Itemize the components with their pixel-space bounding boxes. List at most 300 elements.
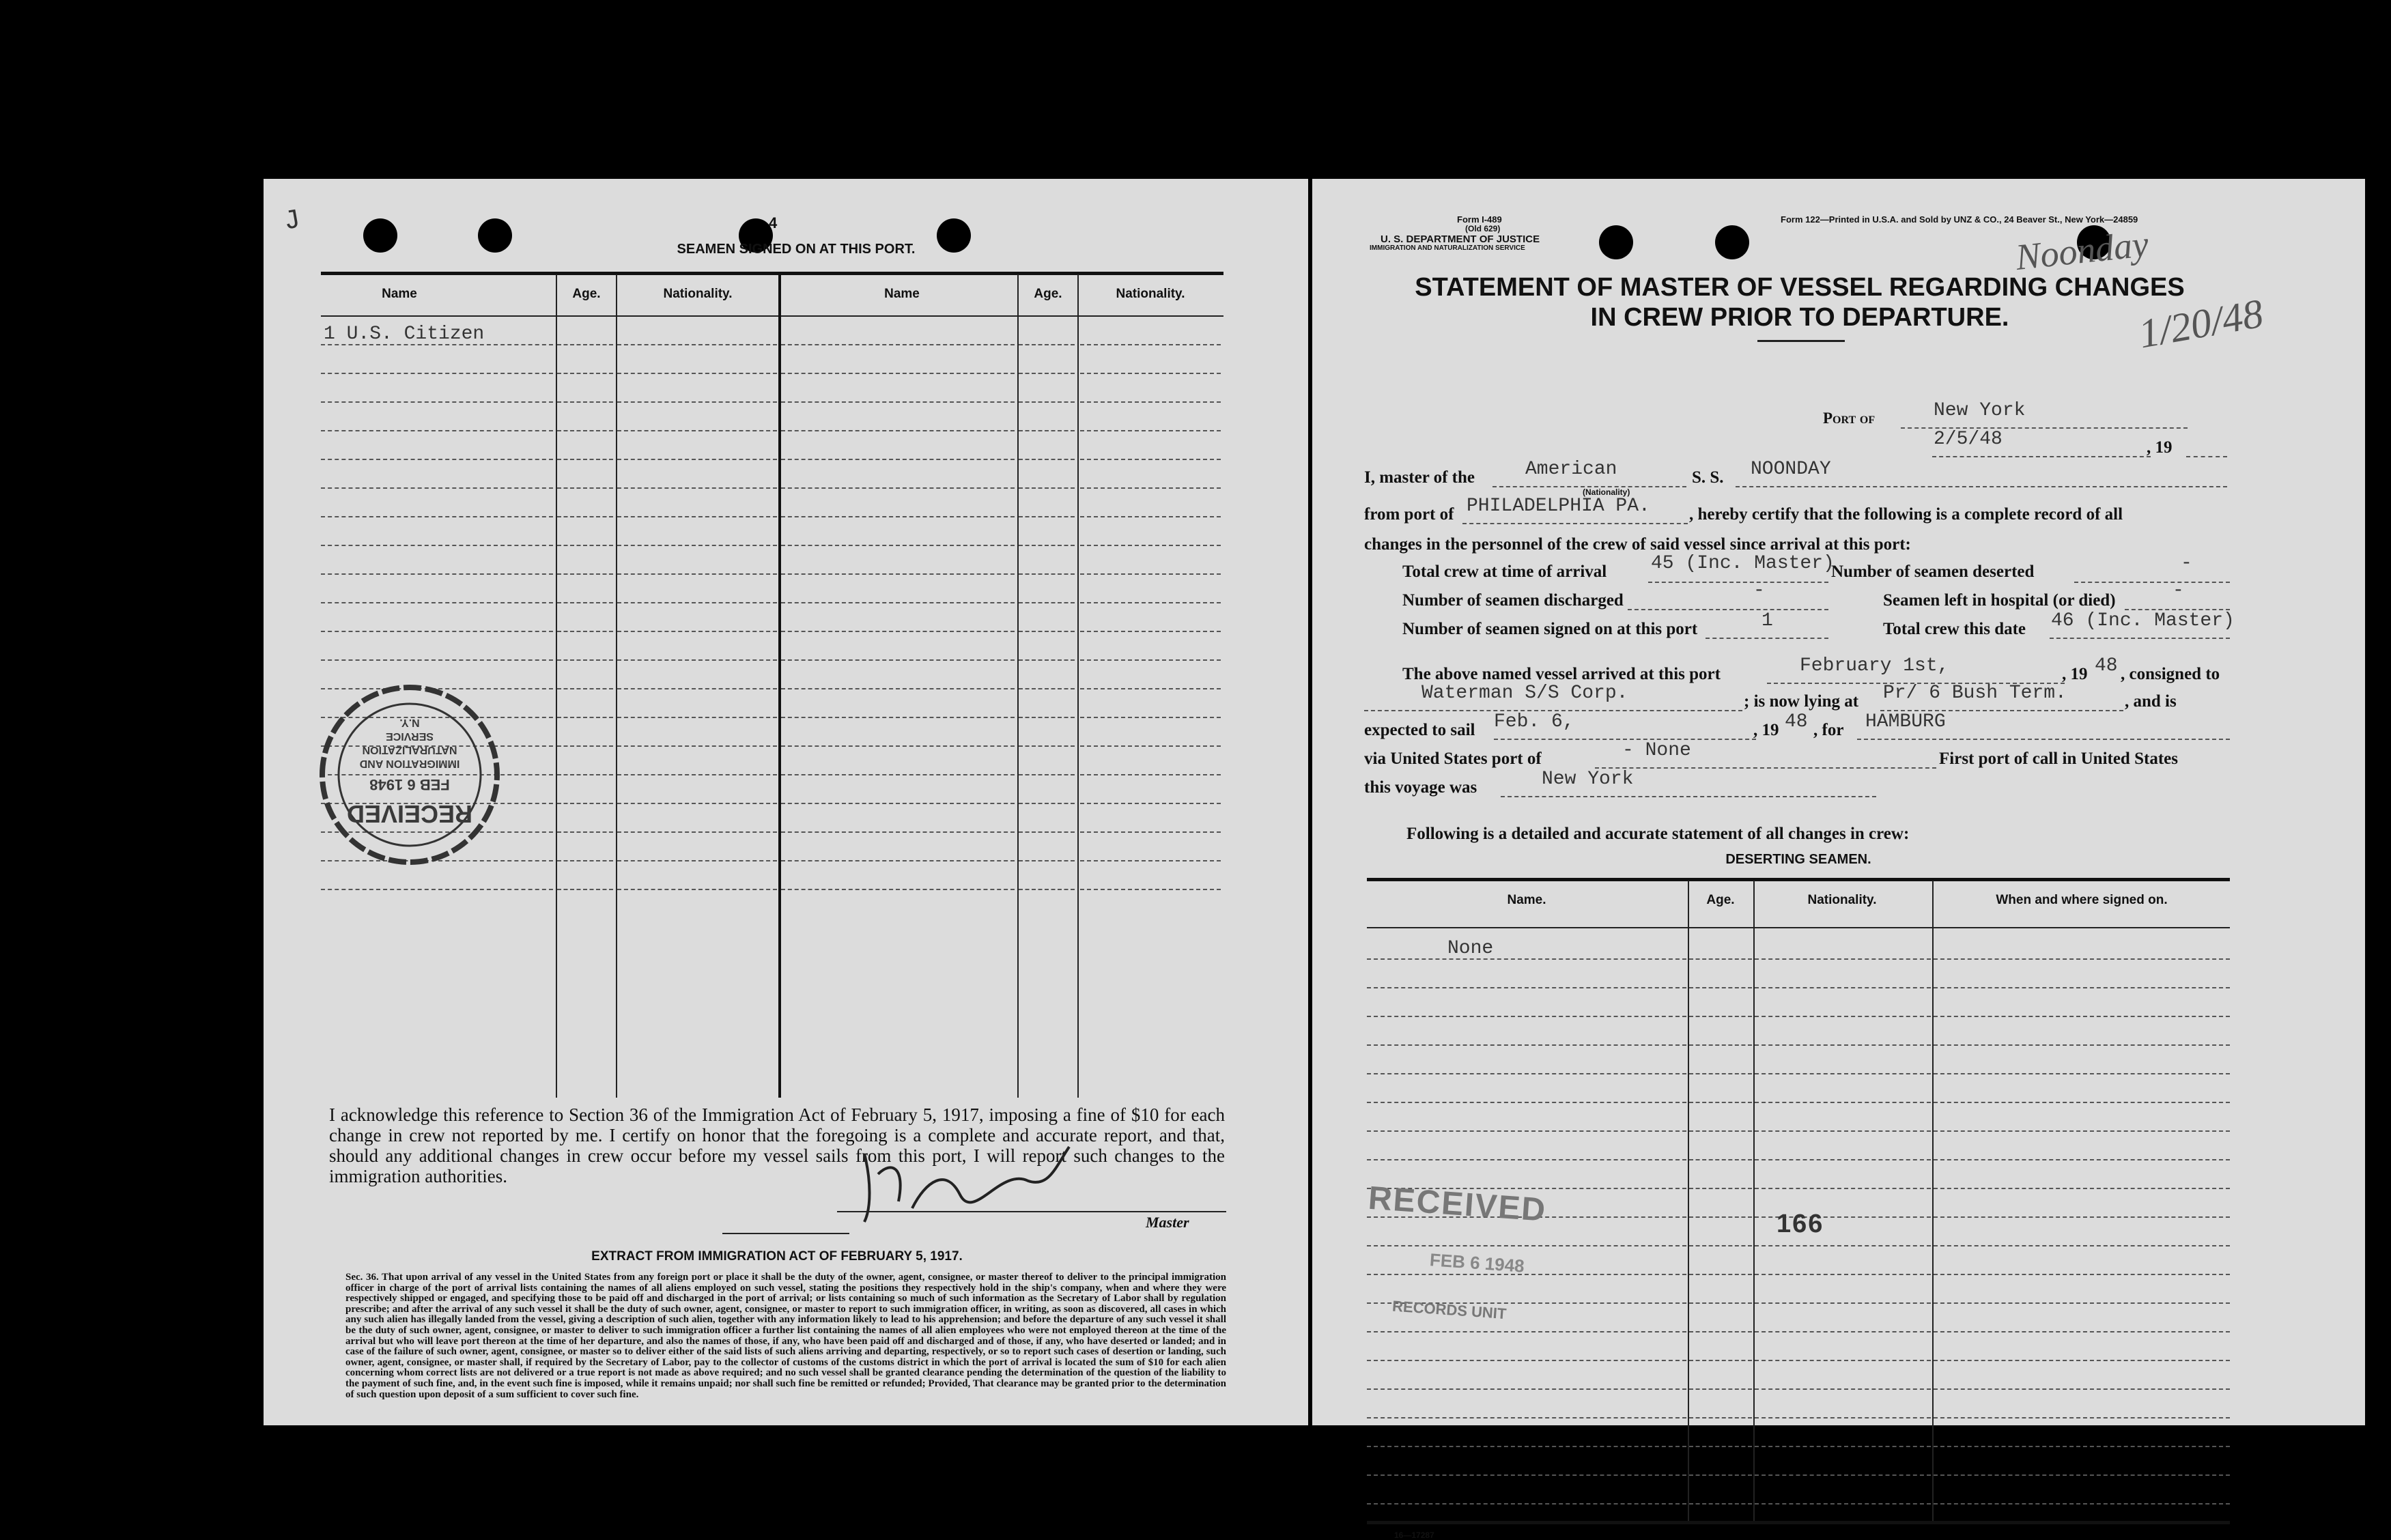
table-rule: [1689, 1216, 1752, 1218]
punch-hole: [1599, 225, 1633, 259]
table-rule: [1755, 1446, 1931, 1447]
stamp-line2: NATURALIZATION: [362, 744, 457, 756]
from-port-line: [1462, 523, 1688, 524]
table-rule: [1689, 1044, 1752, 1046]
table-rule: [1755, 1073, 1931, 1074]
nationality-value: American: [1525, 459, 1617, 480]
date-line: [1932, 456, 2151, 457]
table-rule: [781, 373, 1015, 374]
certification-text: I acknowledge this reference to Section 36 of the Immigration Act of February 5, 1917, imposing a fine of $10 for each change in crew not reported by me. I certify on honor that the foregoing is a complete and accurate report, and that, should any additional changes in crew occur before my vessel sails from this port, I will report such changes to the immigration authorities.: [329, 1104, 1225, 1186]
deserted-label: Number of seamen deserted: [1831, 562, 2035, 581]
table-rule: [1689, 1360, 1752, 1361]
desert-col-signed-on: When and where signed on.: [1996, 893, 2168, 907]
date-value: 2/5/48: [1934, 429, 2003, 450]
table-rule: [1689, 1446, 1752, 1447]
table-rule: [1689, 1188, 1752, 1189]
table-rule: [1934, 1503, 2230, 1505]
table-rule: [1080, 889, 1221, 890]
table-rule: [617, 688, 777, 689]
table-rule: [617, 401, 777, 403]
table-rule: [1080, 774, 1221, 775]
table-rule: [557, 745, 613, 747]
table-rule: [1689, 987, 1752, 988]
col-nationality-2: Nationality.: [1116, 287, 1185, 301]
table-rule: [557, 659, 613, 661]
table-rule: [1689, 1474, 1752, 1476]
table-rule: [1755, 1388, 1931, 1390]
stamp-date: FEB 6 1948: [369, 776, 450, 793]
table-rule: [1934, 1016, 2230, 1017]
signed-on-value: 1: [1762, 610, 1773, 631]
table-rule: [1689, 1503, 1752, 1505]
table-rule: [1934, 1130, 2230, 1132]
arrived-year: 48: [2095, 655, 2118, 676]
table-rule: [1934, 987, 2230, 988]
table-rule: [1019, 344, 1075, 345]
table-rule: [1755, 1302, 1931, 1304]
table-rule: [1755, 958, 1931, 960]
table-rule: [557, 860, 613, 861]
table-rule: [557, 401, 613, 403]
table-rule: [1080, 344, 1221, 345]
table-rule: [1689, 1016, 1752, 1017]
right-page: [1312, 179, 2365, 1540]
table-rule: [1367, 1102, 1686, 1103]
punch-hole: [1715, 225, 1749, 259]
ss-label: S. S.: [1692, 468, 1724, 487]
table-rule: [1080, 487, 1221, 489]
via-label: via United States port of: [1364, 750, 1542, 768]
table-rule: [557, 487, 613, 489]
col-age: Age.: [572, 287, 601, 301]
table-rule: [1367, 1503, 1686, 1505]
hospital-value: -: [2173, 580, 2184, 601]
table-rule: [1080, 516, 1221, 517]
for-value: HAMBURG: [1865, 711, 1946, 732]
date-suffix: , 19: [2147, 438, 2173, 457]
table-rule: [1689, 1159, 1752, 1160]
table-rule: [1689, 1130, 1752, 1132]
table-rule: [1934, 1188, 2230, 1189]
table-rule: [321, 516, 553, 517]
desert-col-divider: [1688, 881, 1689, 1521]
received-stamp: [307, 669, 512, 881]
table-rule: [1080, 717, 1221, 718]
table-top-rule: [321, 272, 1223, 275]
table-rule: [1019, 430, 1075, 431]
total-crew-line: [1648, 582, 1828, 583]
table-rule: [617, 659, 777, 661]
for-line: [1857, 739, 2230, 740]
table-rule: [1019, 373, 1075, 374]
table-rule: [1755, 1016, 1931, 1017]
table-rule: [557, 803, 613, 804]
table-rule: [1080, 401, 1221, 403]
table-rule: [781, 545, 1015, 546]
table-rule: [1755, 1331, 1931, 1332]
table-rule: [1080, 602, 1221, 603]
expected-year: 48: [1785, 711, 1808, 732]
hospital-label: Seamen left in hospital (or died): [1883, 591, 2116, 610]
table-rule: [1755, 1188, 1931, 1189]
table-rule: [781, 602, 1015, 603]
date-suffix-line: [2186, 456, 2227, 457]
arrived-label: The above named vessel arrived at this port: [1402, 665, 1721, 683]
table-rule: [1934, 1159, 2230, 1160]
signed-on-line: [1706, 638, 1828, 639]
handwritten-ship: Noonday: [2013, 223, 2151, 279]
table-rule: [617, 717, 777, 718]
table-rule: [1367, 1073, 1686, 1074]
table-rule: [321, 459, 553, 460]
table-rule: [1080, 631, 1221, 632]
table-rule: [557, 545, 613, 546]
table-rule: [781, 401, 1015, 403]
expected-label: expected to sail: [1364, 721, 1475, 739]
table-rule: [1019, 487, 1075, 489]
table-rule: [617, 344, 777, 345]
table-rule: [781, 516, 1015, 517]
lying-label: ; is now lying at: [1744, 692, 1859, 711]
table-rule: [321, 545, 553, 546]
table-rule: [1019, 717, 1075, 718]
expected-value: Feb. 6,: [1494, 711, 1574, 732]
table-rule: [1755, 1503, 1931, 1505]
table-rule: [321, 487, 553, 489]
table-rule: [617, 545, 777, 546]
table-rule: [1367, 987, 1686, 988]
table-rule: [617, 373, 777, 374]
table-rule: [1755, 1159, 1931, 1160]
table-rule: [1080, 373, 1221, 374]
ship-line: [1736, 486, 2227, 487]
section-title: SEAMEN SIGNED ON AT THIS PORT.: [677, 242, 916, 257]
extract-body: [345, 1272, 1226, 1400]
col-divider: [1077, 274, 1079, 1098]
table-rule: [557, 774, 613, 775]
table-rule: [781, 860, 1015, 861]
signed-on-label: Number of seamen signed on at this port: [1402, 620, 1698, 638]
table-rule: [617, 831, 777, 833]
total-crew-label: Total crew at time of arrival: [1402, 562, 1607, 581]
form-old: (Old 629): [1465, 224, 1501, 233]
table-rule: [1934, 1474, 2230, 1476]
and-is-label: , and is: [2125, 692, 2177, 711]
lying-value: Pr/ 6 Bush Term.: [1883, 683, 2067, 704]
table-rule: [617, 459, 777, 460]
table-rule: [1080, 545, 1221, 546]
desert-col-divider: [1753, 881, 1755, 1521]
table-rule: [557, 831, 613, 833]
table-rule: [1934, 1302, 2230, 1304]
table-rule: [1019, 573, 1075, 575]
voyage-line: [1501, 796, 1876, 797]
arrived-value: February 1st,: [1800, 655, 1949, 676]
table-rule: [1934, 1360, 2230, 1361]
table-rule: [1934, 1073, 2230, 1074]
table-rule: [1755, 1360, 1931, 1361]
table-rule: [321, 659, 553, 661]
header-rule: [321, 315, 1223, 317]
port-value: New York: [1934, 400, 2026, 421]
table-rule: [1934, 1417, 2230, 1418]
table-rule: [781, 745, 1015, 747]
changes-text: changes in the personnel of the crew of said vessel since arrival at this port:: [1364, 535, 1911, 554]
corner-mark: J: [281, 205, 303, 238]
table-rule: [1080, 659, 1221, 661]
certify-text: , hereby certify that the following is a complete record of all: [1689, 505, 2123, 524]
signature: [851, 1140, 1076, 1229]
table-rule: [781, 659, 1015, 661]
master-label: Master: [1146, 1214, 1189, 1231]
desert-col-name: Name.: [1507, 893, 1546, 907]
col-divider: [1017, 274, 1019, 1098]
via-value: - None: [1622, 740, 1691, 761]
table-rule: [557, 344, 613, 345]
table-rule: [781, 631, 1015, 632]
table-rule: [1689, 1274, 1752, 1275]
table-rule: [321, 602, 553, 603]
table-rule: [1689, 958, 1752, 960]
table-rule: [321, 373, 553, 374]
ship-name: NOONDAY: [1751, 459, 1831, 480]
dept-line-2: IMMIGRATION AND NATURALIZATION SERVICE: [1370, 244, 1525, 252]
deserted-line: [2074, 582, 2230, 583]
col-divider-center: [778, 274, 781, 1098]
deserted-value: -: [2181, 553, 2192, 574]
master-of-label: I, master of the: [1364, 468, 1475, 487]
punch-hole: [363, 218, 397, 253]
table-rule: [1019, 831, 1075, 833]
footer-code: 16—17287: [1394, 1530, 1434, 1540]
table-rule: [1080, 459, 1221, 460]
table-rule: [1080, 831, 1221, 833]
title-underline: [1757, 340, 1845, 342]
discharged-line: [1628, 609, 1828, 610]
stamp-line3: SERVICE: [386, 730, 434, 742]
table-rule: [1019, 631, 1075, 632]
table-rule: [1367, 1388, 1686, 1390]
table-rule: [557, 573, 613, 575]
table-rule: [557, 516, 613, 517]
table-rule: [1755, 987, 1931, 988]
for-label: , for: [1813, 721, 1844, 739]
discharged-value: -: [1753, 580, 1765, 601]
table-rule: [781, 573, 1015, 575]
table-rule: [1367, 1446, 1686, 1447]
col-divider: [556, 274, 557, 1098]
col-nationality: Nationality.: [663, 287, 733, 301]
deserting-table-top: [1367, 878, 2230, 881]
table-rule: [1019, 688, 1075, 689]
table-rule: [617, 573, 777, 575]
form-number: Form I-489: [1457, 214, 1502, 225]
records-stamp-unit: RECORDS UNIT: [1391, 1297, 1508, 1323]
table-rule: [1367, 1130, 1686, 1132]
table-rule: [1080, 803, 1221, 804]
table-rule: [1367, 1417, 1686, 1418]
table-rule: [321, 889, 553, 890]
table-rule: [1080, 430, 1221, 431]
table-rule: [1019, 889, 1075, 890]
handwritten-date: 1/20/48: [2135, 290, 2267, 357]
table-rule: [1755, 1044, 1931, 1046]
table-rule: [1019, 401, 1075, 403]
table-rule: [557, 688, 613, 689]
signature-line: [837, 1211, 1226, 1212]
table-rule: [617, 860, 777, 861]
number-stamp: 166: [1777, 1210, 1824, 1238]
table-rule: [781, 717, 1015, 718]
stamp-word: RECEIVED: [346, 800, 473, 828]
nationality-caption: (Nationality): [1583, 487, 1630, 497]
table-rule: [617, 602, 777, 603]
table-rule: [321, 401, 553, 403]
stamp-line4: N.Y.: [399, 717, 420, 728]
via-line: [1595, 767, 1936, 769]
from-port-label: from port of: [1364, 505, 1454, 524]
dept-line-1: U. S. DEPARTMENT OF JUSTICE: [1381, 233, 1540, 245]
col-name: Name: [382, 287, 417, 301]
records-stamp-received: RECEIVED: [1367, 1180, 1548, 1229]
table-rule: [617, 774, 777, 775]
table-rule: [1080, 688, 1221, 689]
total-today-value: 46 (Inc. Master): [2051, 610, 2235, 631]
deserting-header-rule: [1367, 927, 2230, 928]
extract-rule: [722, 1233, 849, 1234]
table-rule: [781, 774, 1015, 775]
table-rule: [1019, 659, 1075, 661]
total-today-line: [2050, 638, 2230, 639]
table-rule: [1934, 1245, 2230, 1246]
punch-hole: [478, 218, 512, 253]
form-title-1: STATEMENT OF MASTER OF VESSEL REGARDING CHANGES: [1415, 273, 2185, 302]
table-rule: [1019, 545, 1075, 546]
table-rule: [1367, 1474, 1686, 1476]
table-rule: [617, 745, 777, 747]
table-rule: [1689, 1245, 1752, 1246]
table-rule: [617, 803, 777, 804]
table-rule: [321, 430, 553, 431]
table-rule: [617, 516, 777, 517]
table-rule: [1367, 1360, 1686, 1361]
discharged-label: Number of seamen discharged: [1402, 591, 1624, 610]
table-rule: [1934, 1044, 2230, 1046]
table-rule: [781, 430, 1015, 431]
table-rule: [1689, 1331, 1752, 1332]
table-rule: [1689, 1388, 1752, 1390]
consignee-value: Waterman S/S Corp.: [1421, 683, 1628, 704]
table-rule: [1019, 860, 1075, 861]
table-rule: [557, 373, 613, 374]
printer-line: Form 122—Printed in U.S.A. and Sold by UNZ & CO., 24 Beaver St., New York—24859: [1781, 214, 2138, 225]
table-rule: [1367, 958, 1686, 960]
first-row-value: None: [1447, 938, 1494, 959]
desert-col-nationality: Nationality.: [1807, 893, 1877, 907]
desert-col-divider: [1932, 881, 1934, 1521]
table-rule: [1080, 745, 1221, 747]
records-stamp: [1359, 1180, 1615, 1347]
page-number: 4: [769, 214, 778, 231]
row1-entry: 1 U.S. Citizen: [324, 324, 485, 345]
from-port-value: PHILADELPHIA PA.: [1467, 496, 1650, 517]
desert-col-age: Age.: [1706, 893, 1735, 907]
table-rule: [1019, 459, 1075, 460]
col-name-2: Name: [884, 287, 920, 301]
table-rule: [1367, 1159, 1686, 1160]
table-rule: [1755, 1130, 1931, 1132]
stamp-line1: IMMIGRATION AND: [359, 758, 460, 769]
consigned-label: , consigned to: [2121, 665, 2220, 683]
extract-title: EXTRACT FROM IMMIGRATION ACT OF FEBRUARY 5, 1917.: [591, 1249, 963, 1264]
table-rule: [1689, 1302, 1752, 1304]
voyage-value: New York: [1542, 769, 1634, 790]
table-rule: [1080, 860, 1221, 861]
table-rule: [557, 631, 613, 632]
records-stamp-date: FEB 6 1948: [1429, 1249, 1525, 1277]
table-rule: [781, 487, 1015, 489]
table-rule: [1019, 516, 1075, 517]
table-rule: [1367, 1016, 1686, 1017]
table-rule: [557, 889, 613, 890]
table-rule: [781, 344, 1015, 345]
table-rule: [1934, 1216, 2230, 1218]
table-rule: [781, 831, 1015, 833]
table-rule: [1080, 573, 1221, 575]
left-page: [264, 179, 1308, 1425]
table-rule: [781, 688, 1015, 689]
table-rule: [1755, 1474, 1931, 1476]
table-rule: [1019, 774, 1075, 775]
table-rule: [1019, 745, 1075, 747]
table-rule: [617, 487, 777, 489]
col-divider: [616, 274, 617, 1098]
table-rule: [1934, 1331, 2230, 1332]
extract-text: That upon arrival of any vessel in the United States from any foreign port or place it shall be the duty of the owner, agent, consignee, or master thereof to deliver to the principal immigration officer in charge of the port of arrival lists containing the names of all aliens employed on such vessel, stating the positions they respectively hold in the ship's company, when and where they were respectively shipped or engaged, and specifying those to be paid off and discharged in the port of arrival; or lists containing so much of such information as the Secretary of Labor shall by regulation prescribe; and after the arrival of any such vessel it shall be the duty of such owner, agent, consignee, or master to report to such immigration officer, in writing, as soon as discovered, all cases in which any such alien has illegally landed from the vessel, giving a description of such alien, together with any information likely to lead to his apprehension; and before the departure of any such vessel it shall be the duty of such owner, agent, consignee, or master to deliver to such immigration officer a further list containing the names of all alien employees who were not employed thereon at the time of the arrival but who will leave port thereon at the time of her departure, and also the names of those, if any, who have been paid off and discharged and of those, if any, who have deserted or landed; and in case of the failure of such owner, agent, consignee, or master so to deliver either of the said lists of such aliens arriving and departing, respectively, or so to report such cases of desertion or landing, such owner, agent, consignee, or master shall, if required by the Secretary of Labor, pay to the collector of customs of the customs district in which the port of arrival is located the sum of $10 for each alien concerning whom correct lists are not delivered or a true report is not made as above required; and no such vessel shall be granted clearance pending the determination of the question of the liability to the payment of such fine, and, in the event such fine is imposed, while it remains unpaid; nor shall such fine be remitted or refunded; Provided, That clearance may be granted prior to the determination of such question upon deposit of a sum sufficient to cover such fine.: [345, 1272, 1226, 1400]
table-rule: [617, 631, 777, 632]
following-text: Following is a detailed and accurate statement of all changes in crew:: [1406, 825, 1910, 843]
table-rule: [1689, 1073, 1752, 1074]
table-rule: [1934, 1388, 2230, 1390]
total-crew-value: 45 (Inc. Master): [1651, 553, 1835, 574]
expected-year-prefix: , 19: [1753, 721, 1779, 739]
table-rule: [557, 602, 613, 603]
col-age-2: Age.: [1034, 287, 1062, 301]
voyage-label: this voyage was: [1364, 778, 1477, 797]
first-port-label: First port of call in United States: [1939, 750, 2178, 768]
table-rule: [1934, 1274, 2230, 1275]
table-rule: [1689, 1417, 1752, 1418]
table-rule: [1755, 1245, 1931, 1246]
table-rule: [321, 573, 553, 575]
table-rule: [321, 631, 553, 632]
table-rule: [1755, 1417, 1931, 1418]
table-rule: [617, 430, 777, 431]
table-rule: [781, 459, 1015, 460]
table-rule: [1019, 803, 1075, 804]
arrived-year-prefix: , 19: [2062, 665, 2088, 683]
table-rule: [557, 430, 613, 431]
table-rule: [557, 717, 613, 718]
table-rule: [1019, 602, 1075, 603]
table-rule: [781, 803, 1015, 804]
deserting-table-bottom: [1367, 1521, 2230, 1524]
table-rule: [557, 459, 613, 460]
deserting-title: DESERTING SEAMEN.: [1725, 852, 1871, 867]
table-rule: [1934, 958, 2230, 960]
table-rule: [617, 889, 777, 890]
form-title-2: IN CREW PRIOR TO DEPARTURE.: [1590, 303, 2009, 332]
